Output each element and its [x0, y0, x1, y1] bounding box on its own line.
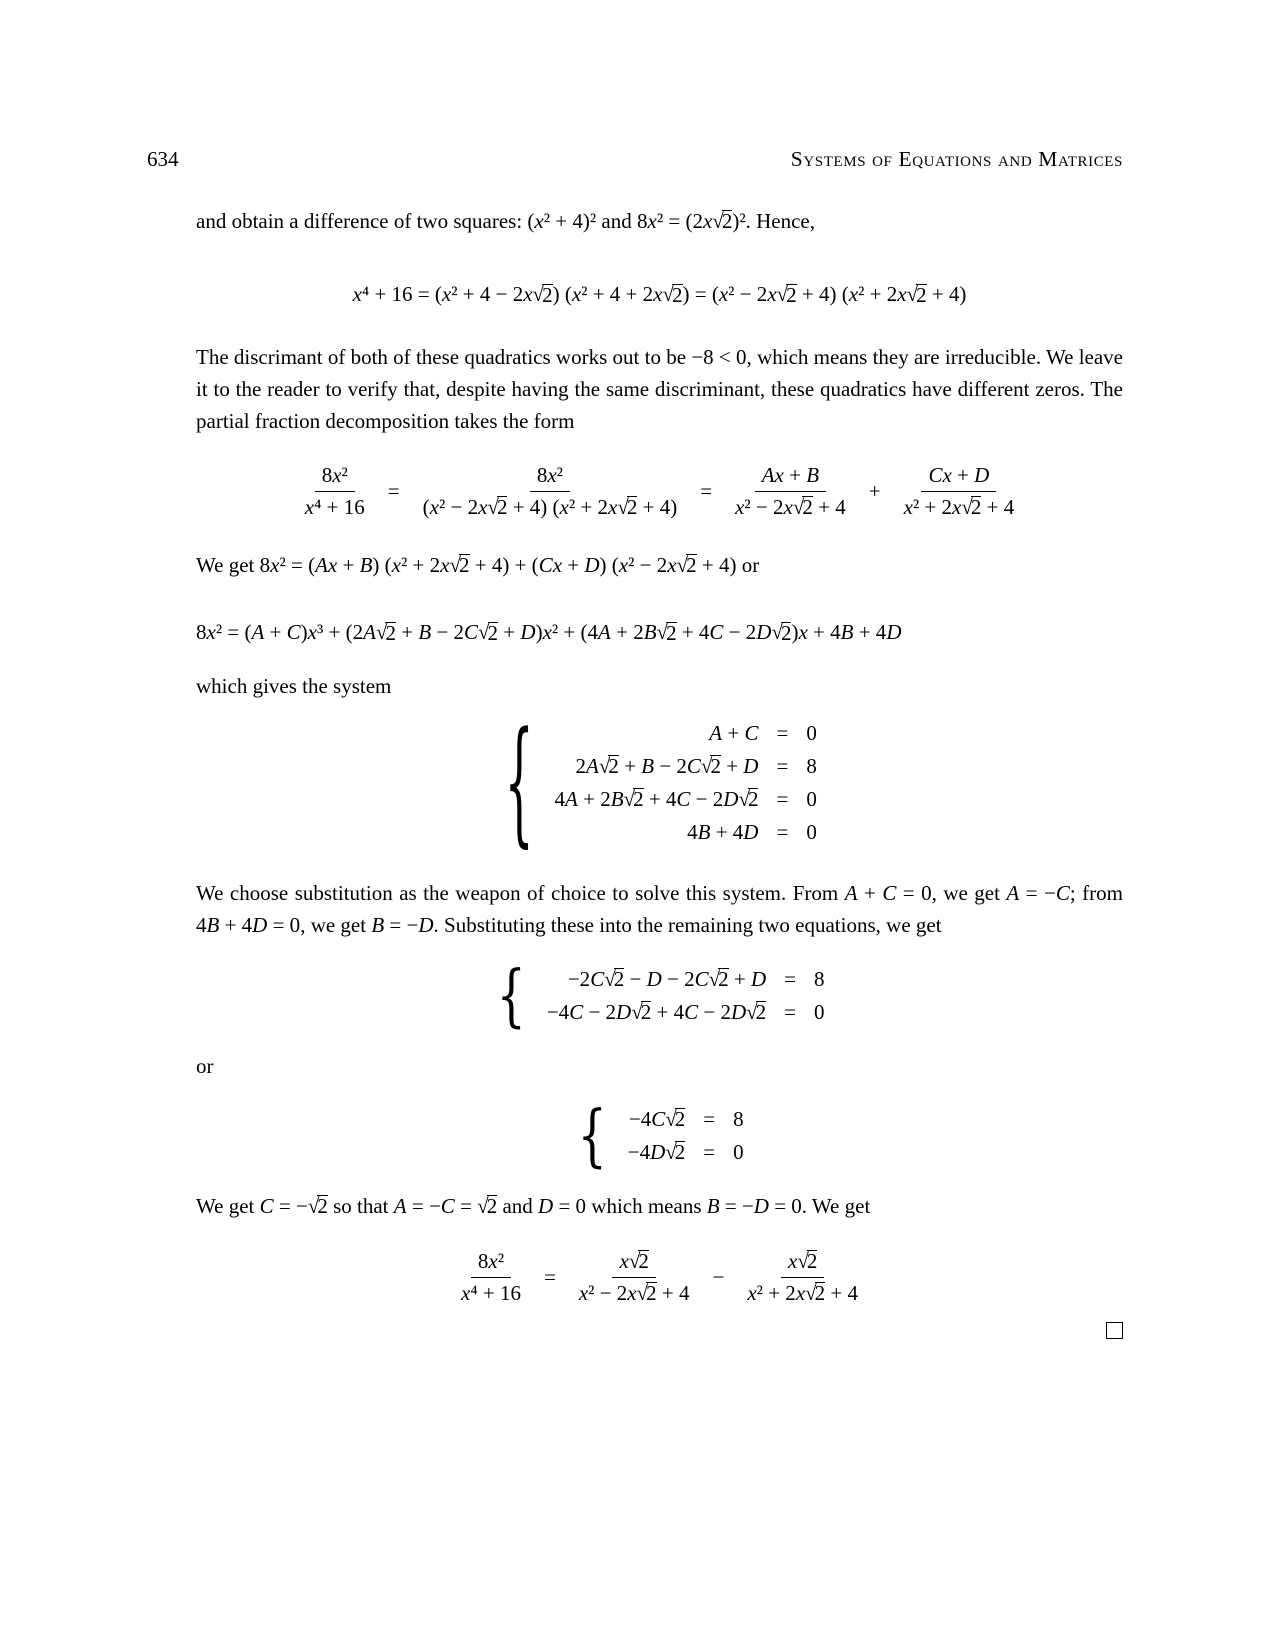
numerator: Cx + D [921, 463, 996, 492]
equations-grid [547, 963, 825, 1029]
equals-sign: = [776, 820, 789, 844]
text-run: , which means they are irreducible. We leave it to the reader to verify that, despite having the same discriminant, these quadratics have different zeros. The partial fraction decomposition takes the form [196, 345, 1124, 433]
equals-sign: = [703, 1107, 716, 1131]
left-brace: { [497, 956, 527, 1035]
system-of-equations-3 [196, 1096, 1123, 1175]
page-number: 634 [147, 147, 179, 171]
equation-final-decomposition [196, 1249, 1123, 1306]
equations-grid [628, 1103, 744, 1169]
numerator: x√2 [781, 1249, 824, 1278]
equals-sign: = [776, 787, 789, 811]
paragraph-intro [196, 206, 1123, 236]
fraction [740, 1249, 865, 1306]
equation-rhs: 8 [733, 1107, 744, 1131]
text-run: so that [327, 1194, 394, 1218]
numerator: Ax + B [755, 463, 826, 492]
text-run: and [596, 209, 637, 233]
equation-factorization: x ⁴ + 16 = ( x ² + 4 − 2 x √ 2 ) ( x ² + 4 + 2 x √ 2 ) = ( x ² − 2 x √ 2 + 4) ( x ² + 2 x √ 2 + 4) [352, 282, 967, 307]
paragraph-which-gives: which gives the system [196, 674, 392, 698]
minus-sign: − [712, 1265, 725, 1289]
text-run: We get [196, 553, 260, 577]
equals-sign: = [784, 967, 796, 991]
inline-math: B = −D [371, 913, 434, 937]
equation-lhs: 4A + 2B√2 + 4C − 2D√2 [554, 787, 759, 811]
equation-lhs: −4C − 2D√2 + 4C − 2D√2 [546, 1000, 767, 1024]
equation-lhs: 4B + 4D [687, 820, 759, 844]
numerator: x√2 [612, 1249, 655, 1278]
denominator: x² − 2x√2 + 4 [578, 1281, 690, 1305]
equation-expanded: 8 x ² = ( A + C ) x ³ + (2 A √ 2 + B − 2 C √ 2 + D ) x ² + (4 A + 2 B √ 2 + 4 C − 2 D √ 2 ) x + 4 B + 4 D [196, 620, 902, 645]
equation-lhs: −4C√2 [628, 1107, 686, 1131]
system-of-equations-2 [196, 956, 1123, 1035]
inline-math: A = −C [1006, 881, 1070, 905]
equations-grid [555, 717, 817, 849]
inline-math: 4B + 4D = 0 [196, 913, 301, 937]
denominator: x⁴ + 16 [304, 495, 365, 519]
numerator: 8x² [471, 1249, 511, 1278]
fraction [728, 463, 853, 520]
equation-rhs: 8 [806, 754, 817, 778]
inline-math: (x² + 4)² [527, 209, 597, 233]
equation-partial-fraction-setup [196, 463, 1123, 520]
fraction [416, 463, 685, 520]
numerator: 8x² [530, 463, 570, 492]
inline-math: 8x² = (2x√2)² [637, 209, 746, 233]
text-run: , we get [931, 881, 1007, 905]
text-run: or [736, 553, 760, 577]
denominator: x² + 2x√2 + 4 [747, 1281, 859, 1305]
equation-lhs: −2C√2 − D − 2C√2 + D [567, 967, 767, 991]
paragraph-we-get [196, 550, 1123, 580]
left-brace: { [577, 1096, 608, 1175]
equation-rhs: 0 [814, 1000, 825, 1024]
denominator: x² − 2x√2 + 4 [735, 495, 846, 519]
inline-math: B = −D = 0 [706, 1194, 802, 1218]
page-body [196, 206, 1123, 1339]
equation-lhs: −4D√2 [627, 1140, 686, 1164]
denominator: x⁴ + 16 [460, 1281, 521, 1305]
paragraph-substitution [196, 877, 1123, 941]
equals-sign: = [776, 721, 789, 745]
equation-rhs: 0 [806, 787, 817, 811]
equals-sign: = [543, 1265, 556, 1289]
text-run: and obtain a difference of two squares: [196, 209, 528, 233]
equation-lhs: A + C [709, 721, 759, 745]
equation-rhs: 8 [814, 967, 825, 991]
fraction [897, 463, 1022, 520]
inline-math: A = −C = √2 [393, 1194, 498, 1218]
inline-math: D = 0 [538, 1194, 587, 1218]
text-run: ; from [1069, 881, 1123, 905]
qed-box [1106, 1322, 1123, 1339]
numerator: 8x² [315, 463, 355, 492]
inline-math: C = −√2 [259, 1194, 328, 1218]
equation-rhs: 0 [733, 1140, 744, 1164]
fraction [298, 463, 372, 520]
equals-sign: = [700, 479, 713, 503]
denominator: (x² − 2x√2 + 4) (x² + 2x√2 + 4) [422, 495, 678, 519]
inline-math: A + C = 0 [844, 881, 932, 905]
qed-row [196, 1322, 1123, 1339]
paragraph-or: or [196, 1054, 214, 1078]
text-run: and [497, 1194, 539, 1218]
inline-math: −8 < 0 [691, 345, 747, 369]
text-run: . We get [801, 1194, 871, 1218]
text-run: The discrimant of both of these quadratics works out to be [196, 345, 692, 369]
fraction [572, 1249, 697, 1306]
denominator: x² + 2x√2 + 4 [903, 495, 1015, 519]
text-run: We choose substitution as the weapon of choice to solve this system. From [196, 881, 845, 905]
text-run: , we get [300, 913, 372, 937]
left-brace: { [504, 703, 534, 861]
text-run: . Hence, [745, 209, 816, 233]
equals-sign: = [703, 1140, 716, 1164]
system-of-equations-1 [196, 703, 1123, 861]
text-run: We get [196, 1194, 260, 1218]
fraction [454, 1249, 528, 1306]
equals-sign: = [776, 754, 789, 778]
page-header [147, 146, 1123, 172]
paragraph-discriminant [196, 341, 1123, 437]
equation-lhs: 2A√2 + B − 2C√2 + D [575, 754, 759, 778]
equation-rhs: 0 [806, 721, 817, 745]
inline-math: 8x² = (Ax + B) (x² + 2x√2 + 4) + (Cx + D) (x² − 2x√2 + 4) [259, 553, 737, 577]
running-title: Systems of Equations and Matrices [790, 147, 1123, 171]
paragraph-conclusion [196, 1191, 1123, 1221]
text-run: . Substituting these into the remaining two equations, we get [433, 913, 942, 937]
plus-sign: + [868, 479, 881, 503]
equals-sign: = [784, 1000, 796, 1024]
text-run: which means [586, 1194, 707, 1218]
equation-rhs: 0 [806, 820, 817, 844]
equals-sign: = [387, 479, 400, 503]
